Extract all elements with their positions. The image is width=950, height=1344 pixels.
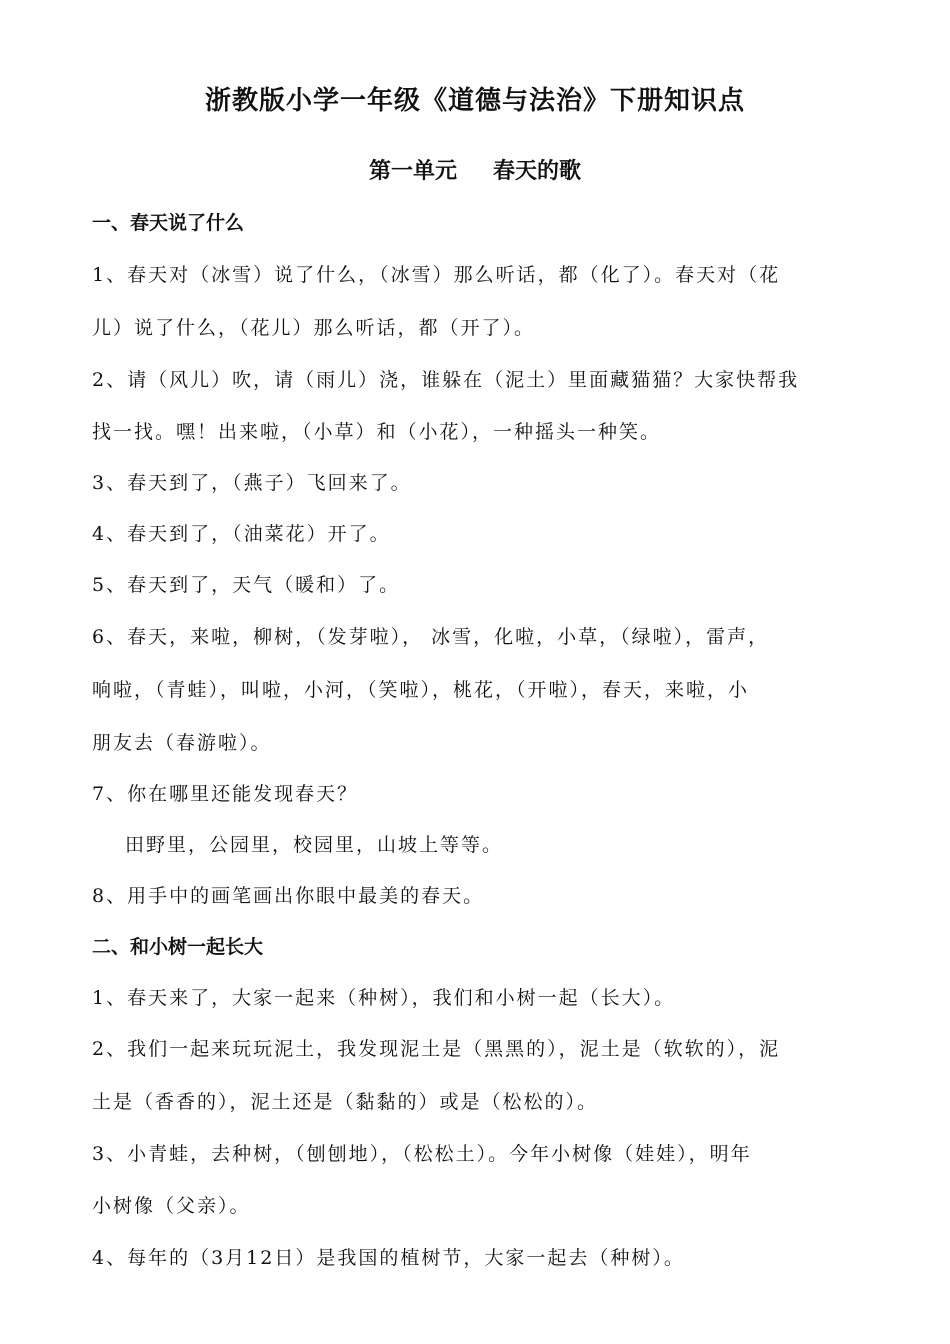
paragraph-line: 响啦，（青蛙），叫啦，小河，（笑啦），桃花，（开啦），春天，来啦，小 xyxy=(92,679,750,701)
paragraph-line: 6、春天，来啦，柳树，（发芽啦）， 冰雪，化啦，小草，（绿啦），雷声， xyxy=(92,626,770,648)
paragraph-line: 朋友去（春游啦）。 xyxy=(92,732,272,754)
paragraph-line: 7、你在哪里还能发现春天？ xyxy=(92,783,359,805)
unit-number: 第一单元 xyxy=(368,159,457,184)
paragraph-line: 1、春天来了，大家一起来（种树），我们和小树一起（长大）。 xyxy=(92,987,676,1009)
paragraph-line: 土是（香香的），泥土还是（黏黏的）或是（松松的）。 xyxy=(92,1091,599,1113)
paragraph-line-indented: 田野里，公园里，校园里，山坡上等等。 xyxy=(125,834,504,856)
section-heading-2: 二、和小树一起长大 xyxy=(92,936,264,958)
paragraph-line: 5、春天到了，天气（暖和）了。 xyxy=(92,574,401,596)
paragraph-line: 找一找。嘿！出来啦，（小草）和（小花），一种摇头一种笑。 xyxy=(92,421,662,443)
paragraph-line: 8、用手中的画笔画出你眼中最美的春天。 xyxy=(92,885,485,907)
paragraph-line: 3、春天到了，（燕子）飞回来了。 xyxy=(92,472,412,494)
paragraph-line: 1、春天对（冰雪）说了什么，（冰雪）那么听话，都（化了）。春天对（花 xyxy=(92,264,781,286)
unit-name: 春天的歌 xyxy=(493,159,582,184)
unit-heading xyxy=(0,154,950,185)
paragraph-line: 儿）说了什么，（花儿）那么听话，都（开了）。 xyxy=(92,317,536,339)
document-title: 浙教版小学一年级《道德与法治》下册知识点 xyxy=(204,86,745,116)
paragraph-line: 2、请（风儿）吹，请（雨儿）浇，谁躲在（泥土）里面藏猫猫？大家快帮我 xyxy=(92,369,800,391)
paragraph-line: 4、每年的（3月12日）是我国的植树节，大家一起去（种树）。 xyxy=(92,1247,685,1269)
paragraph-line: 小树像（父亲）。 xyxy=(92,1195,251,1217)
paragraph-line: 3、小青蛙，去种树，（刨刨地），（松松土）。今年小树像（娃娃），明年 xyxy=(92,1143,752,1165)
paragraph-line: 4、春天到了，（油菜花）开了。 xyxy=(92,523,391,545)
section-heading-1: 一、春天说了什么 xyxy=(92,212,245,234)
paragraph-line: 2、我们一起来玩玩泥土，我发现泥土是（黑黑的），泥土是（软软的），泥 xyxy=(92,1038,781,1060)
